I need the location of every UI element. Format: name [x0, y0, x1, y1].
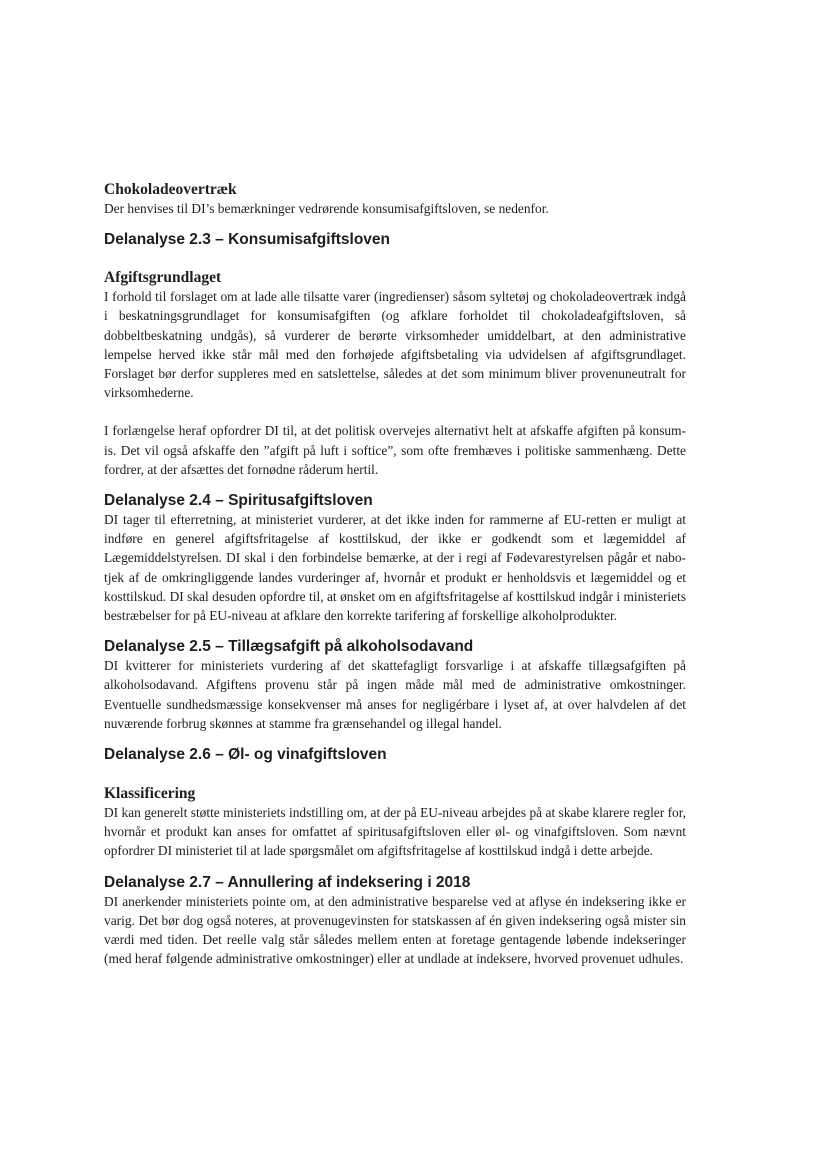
section-heading-delanalyse-2-4: Delanalyse 2.4 – Spiritusafgiftsloven [104, 492, 373, 510]
section-heading-chokoladeovertraek: Chokoladeovertræk [104, 181, 237, 198]
paragraph-chokoladeovertraek: Der henvises til DI’s bemærkninger vedrørende konsumisafgiftsloven, se nedenfor. [104, 201, 549, 216]
subheading-afgiftsgrundlaget: Afgiftsgrundlaget [104, 269, 222, 287]
paragraph-afgiftsgrundlaget-2: I forlængelse heraf opfordrer DI til, at det politisk overvejes alternativt helt at afskaffe afgiften på konsum-is. Det vil også afskaffe den ”afgift på luft i softice”, som ofte fremhæves i politiske sammenhæng. Dette fordrer, at der afsættes det fornødne råderum hertil. [104, 423, 686, 477]
section-heading-delanalyse-2-5: Delanalyse 2.5 – Tillægsafgift på alkoholsodavand [104, 638, 474, 656]
section-heading-delanalyse-2-7: Delanalyse 2.7 – Annullering af indeksering i 2018 [104, 873, 471, 891]
section-heading-delanalyse-2-6: Delanalyse 2.6 – Øl- og vinafgiftsloven [104, 746, 387, 764]
paragraph-indeksering: DI anerkender ministeriets pointe om, at den administrative besparelse ved at aflyse én indeksering ikke er varig. Det bør dog også noteres, at provenugevinsten for statskassen af én given indeksering også mister sin værdi med tiden. Det reelle valg står således mellem enten at foretage gentagende løbende indekseringer (med heraf følgende administrative omkostninger) eller at undlade at indeksere, hvorved provenuet udhules. [104, 893, 686, 967]
paragraph-afgiftsgrundlaget-1: I forhold til forslaget om at lade alle tilsatte varer (ingredienser) såsom syltetøj og chokoladeovertræk indgå i beskatningsgrundlaget for konsumisafgiften (og afklare forholdet til chokoladeafgiftsloven, så dobbeltbeskatning undgås), så vurderer de berørte virksomheder umiddelbart, at den administrative lempelse herved ikke står mål med den forhøjede afgiftsbetaling via udvidelsen af afgiftsgrundlaget. Forslaget bør derfor suppleres med en satslettelse, således at det som minimum bliver provenuneutralt for virksomhederne. [104, 289, 686, 401]
document-body [104, 180, 686, 968]
subheading-klassificering: Klassificering [104, 785, 196, 803]
paragraph-klassificering: DI kan generelt støtte ministeriets indstilling om, at der på EU-niveau arbejdes på at skabe klarere regler for, hvornår et produkt kan anses for omfattet af spiritusafgiftsloven eller øl- og vinafgiftsloven. Som nævnt opfordrer DI ministeriet til at lade spørgsmålet om afgiftsfritagelse af kosttilskud indgå i dette arbejde. [104, 805, 686, 859]
paragraph-tillaegsafgift: DI kvitterer for ministeriets vurdering af det skattefagligt forsvarlige i at afskaffe tillægsafgiften på alkoholsodavand. Afgiftens provenu står på ingen måde mål med de administrative omkostninger. Eventuelle sundhedsmæssige konsekvenser må anses for negligérbare i lyset af, at over halvdelen af det nuværende forbrug skønnes at stamme fra grænsehandel og illegal handel. [104, 658, 686, 731]
section-heading-delanalyse-2-3: Delanalyse 2.3 – Konsumisafgiftsloven [104, 231, 390, 249]
paragraph-spiritusafgiftsloven: DI tager til efterretning, at ministeriet vurderer, at det ikke inden for rammerne af EU-retten er muligt at indføre en generel afgiftsfritagelse af kosttilskud, der ikke er godkendt som et lægemiddel af Lægemiddelstyrelsen. DI skal i den forbindelse bemærke, at der i regi af Fødevarestyrelsen pågår et nabo-tjek af de omkringliggende landes vurderinger af, hvornår et produkt er henholdsvis et lægemiddel og et kosttilskud. DI skal desuden opfordre til, at ønsket om en afgiftsfritagelse af kosttilskud indgår i ministeriets bestræbelser for på EU-niveau at afklare den korrekte tarifering af forskellige alkoholprodukter. [104, 512, 686, 624]
